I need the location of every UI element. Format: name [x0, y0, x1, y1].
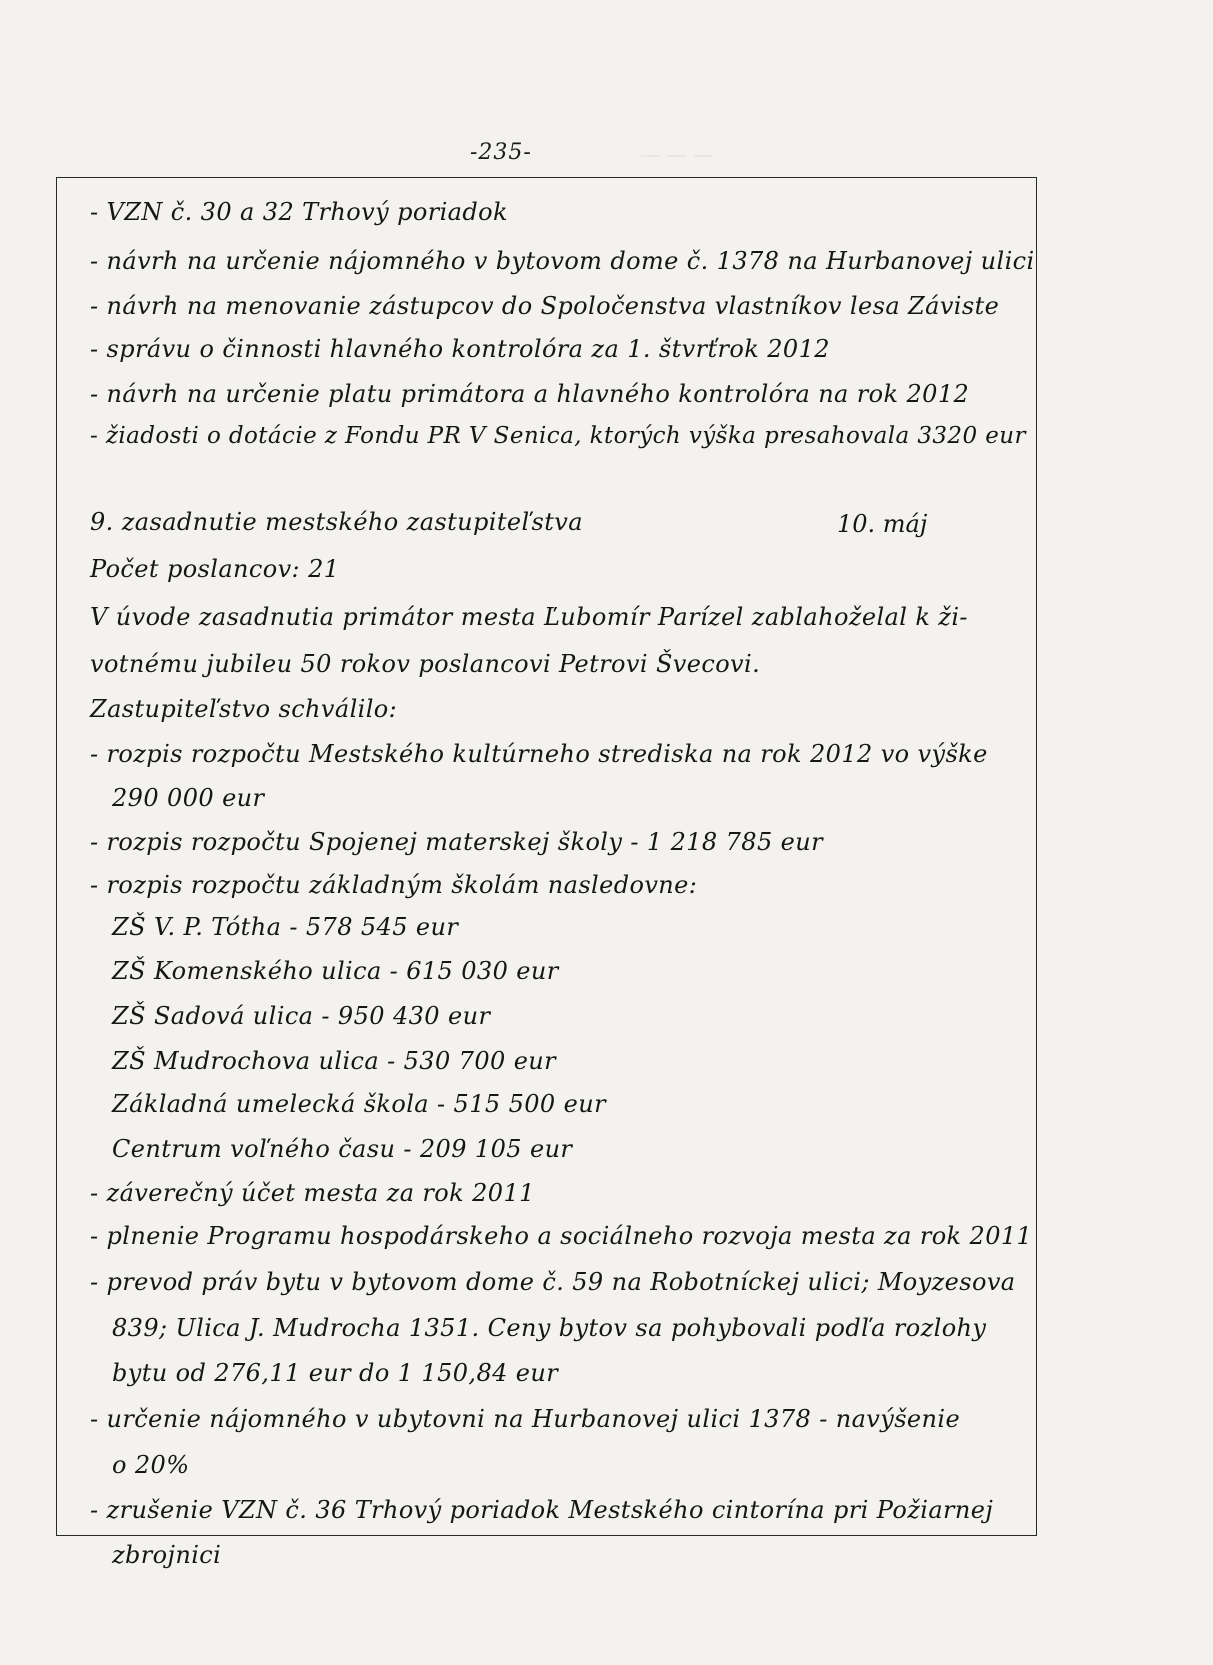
member-count: Počet poslancov: 21	[90, 555, 340, 583]
session-heading: 9. zasadnutie mestského zastupiteľstva	[90, 508, 583, 536]
session-date: 10. máj	[837, 510, 928, 538]
text-line: V úvode zasadnutia primátor mesta Ľubomír Parízel zablahoželal k ži-	[90, 603, 968, 631]
list-item: 290 000 eur	[112, 784, 265, 812]
list-item: - návrh na menovanie zástupcov do Spoločenstva vlastníkov lesa Záviste	[90, 292, 1000, 320]
school-item: Centrum voľného času - 209 105 eur	[112, 1135, 573, 1163]
list-item: - správu o činnosti hlavného kontrolóra za 1. štvrťrok 2012	[90, 335, 830, 363]
list-item: - plnenie Programu hospodárskeho a sociálneho rozvoja mesta za rok 2011	[90, 1222, 1033, 1250]
list-item: - zrušenie VZN č. 36 Trhový poriadok Mestského cintorína pri Požiarnej	[90, 1496, 994, 1524]
list-item: - záverečný účet mesta za rok 2011	[90, 1179, 535, 1207]
bleed-through-text: — — —	[640, 142, 713, 166]
page-number: -235-	[470, 140, 532, 165]
list-item: bytu od 276,11 eur do 1 150,84 eur	[112, 1359, 559, 1387]
list-item: - rozpis rozpočtu Spojenej materskej školy - 1 218 785 eur	[90, 828, 824, 856]
list-item: - rozpis rozpočtu základným školám nasledovne:	[90, 871, 698, 899]
list-item: o 20%	[112, 1451, 190, 1479]
list-item: - žiadosti o dotácie z Fondu PR V Senica, ktorých výška presahovala 3320 eur	[90, 423, 1026, 449]
text-line: votnému jubileu 50 rokov poslancovi Petrovi Švecovi.	[90, 650, 761, 678]
school-item: ZŠ Sadová ulica - 950 430 eur	[112, 1002, 491, 1030]
list-item: - návrh na určenie nájomného v bytovom dome č. 1378 na Hurbanovej ulici	[90, 247, 1035, 275]
list-item: 839; Ulica J. Mudrocha 1351. Ceny bytov sa pohybovali podľa rozlohy	[112, 1314, 987, 1342]
approved-heading: Zastupiteľstvo schválilo:	[90, 695, 398, 723]
list-item: - prevod práv bytu v bytovom dome č. 59 na Robotníckej ulici; Moyzesova	[90, 1268, 1016, 1296]
list-item: zbrojnici	[112, 1541, 222, 1569]
list-item: - VZN č. 30 a 32 Trhový poriadok	[90, 198, 508, 226]
list-item: - návrh na určenie platu primátora a hlavného kontrolóra na rok 2012	[90, 380, 970, 408]
school-item: ZŠ Mudrochova ulica - 530 700 eur	[112, 1047, 557, 1075]
school-item: ZŠ Komenského ulica - 615 030 eur	[112, 957, 559, 985]
list-item: - rozpis rozpočtu Mestského kultúrneho strediska na rok 2012 vo výške	[90, 740, 988, 768]
school-item: Základná umelecká škola - 515 500 eur	[112, 1090, 606, 1118]
list-item: - určenie nájomného v ubytovni na Hurbanovej ulici 1378 - navýšenie	[90, 1405, 961, 1433]
school-item: ZŠ V. P. Tótha - 578 545 eur	[112, 913, 459, 941]
